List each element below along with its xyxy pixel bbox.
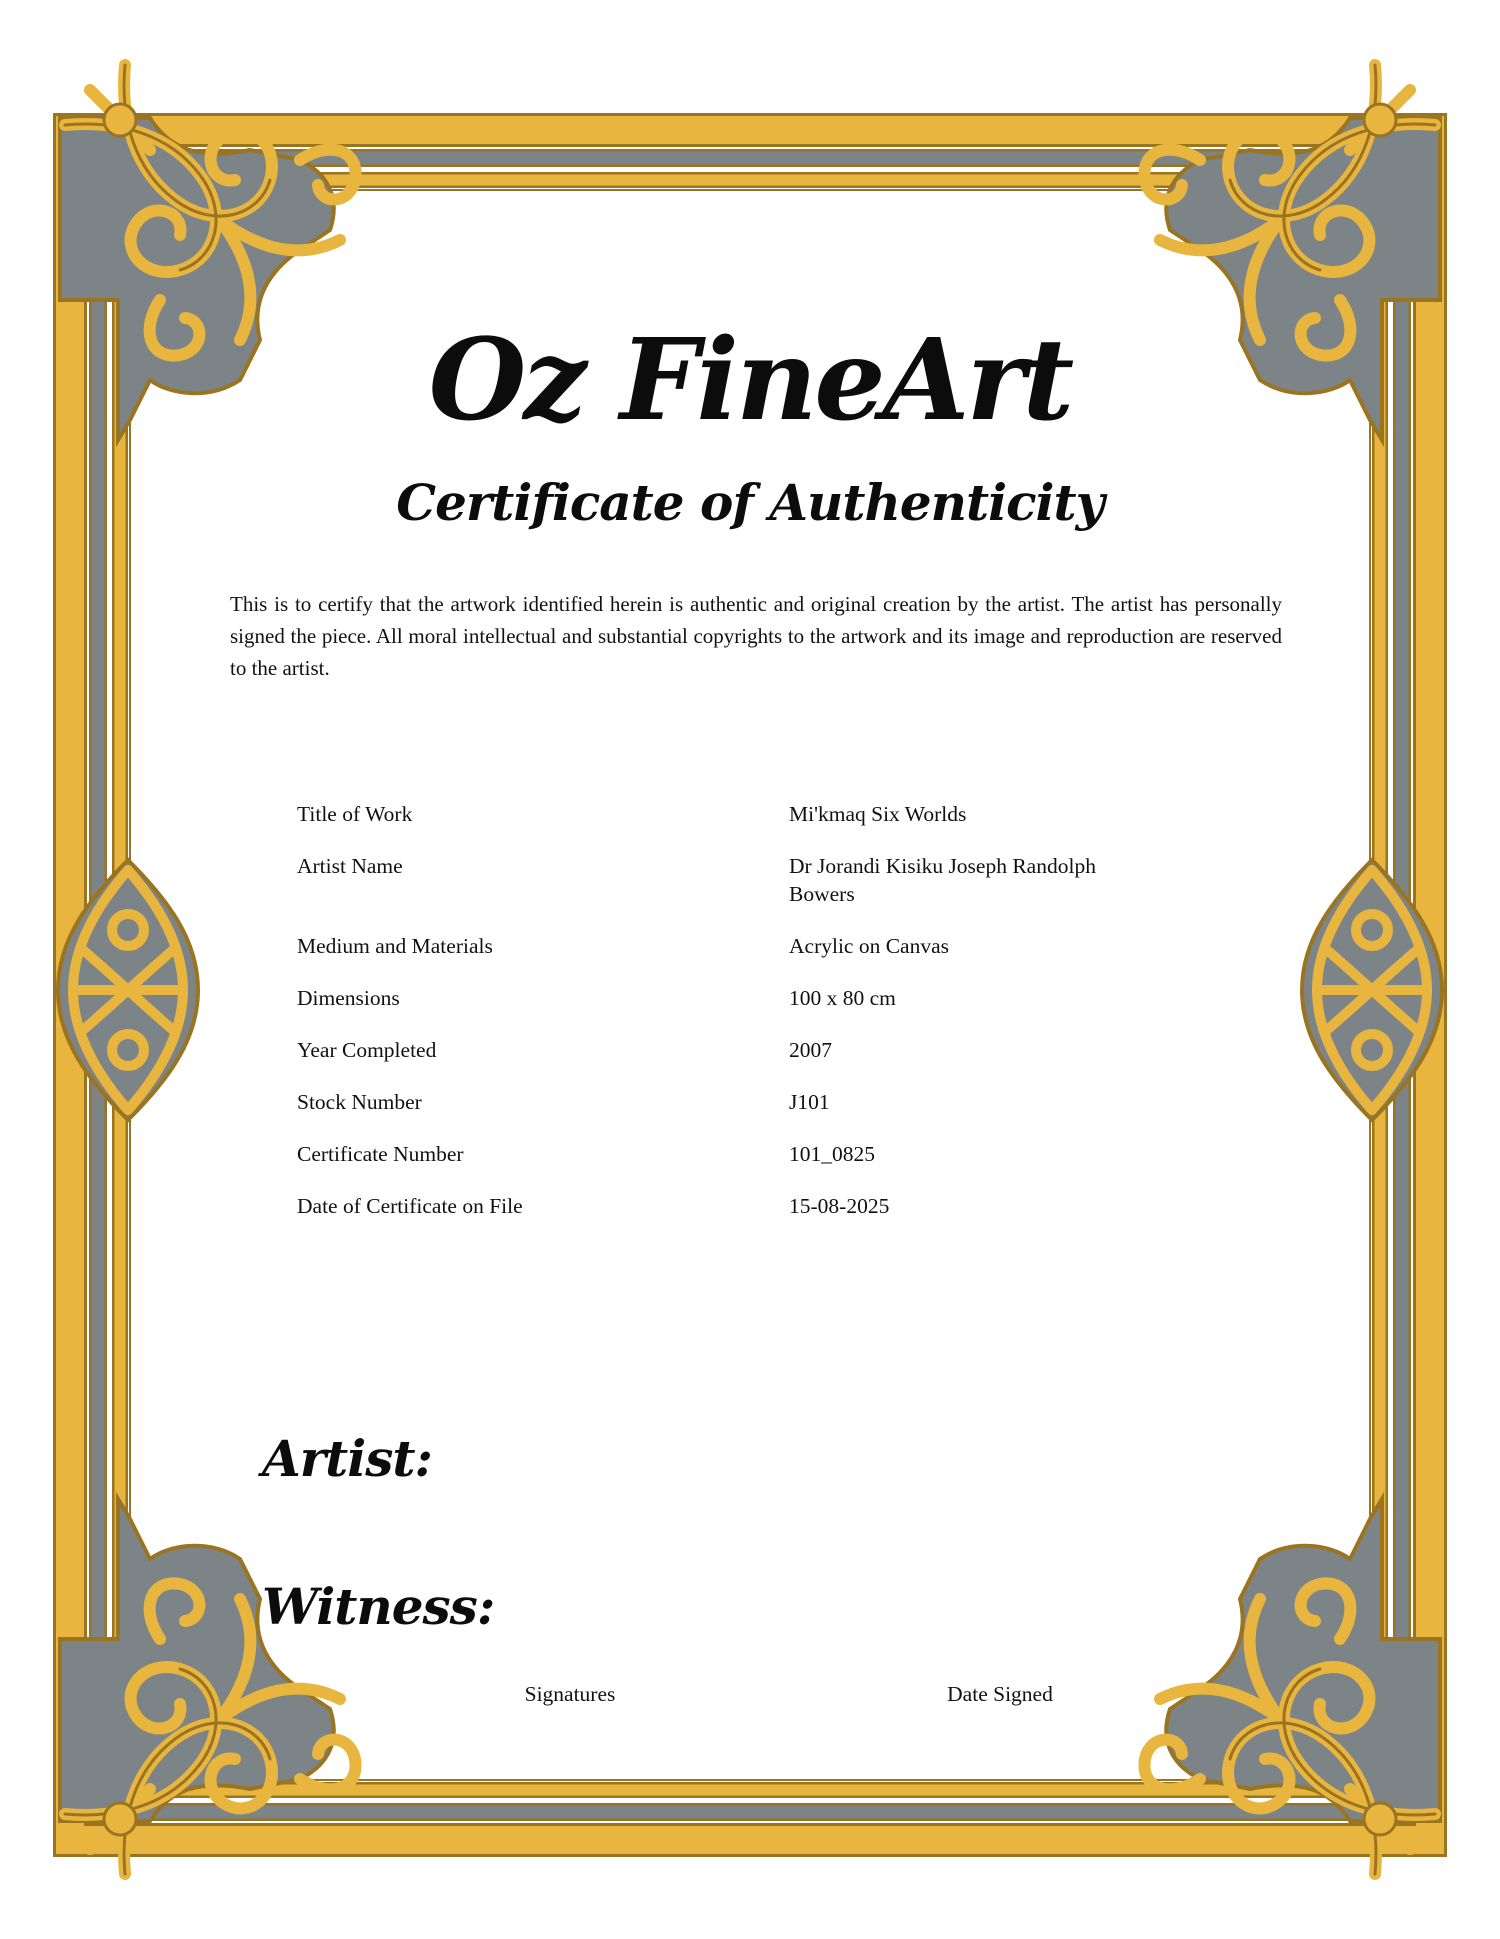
- artwork-details: [297, 800, 1197, 1244]
- detail-label: Dimensions: [297, 986, 400, 1010]
- detail-label: Certificate Number: [297, 1142, 464, 1166]
- detail-value: Mi'kmaq Six Worlds: [789, 802, 967, 826]
- detail-label: Artist Name: [297, 854, 403, 878]
- detail-label: Date of Certificate on File: [297, 1194, 523, 1218]
- detail-value: Dr Jorandi Kisiku Joseph Randolph Bowers: [789, 854, 1096, 906]
- certification-statement: This is to certify that the artwork identified herein is authentic and original creation by the artist. The artist has personally signed the piece. All moral intellectual and substantial copyrights to the artwork and its image and reproduction are reserved to the artist.: [230, 592, 1282, 680]
- detail-row: [297, 984, 1197, 1012]
- detail-label: Year Completed: [297, 1038, 437, 1062]
- detail-label: Title of Work: [297, 802, 413, 826]
- detail-value: Acrylic on Canvas: [789, 934, 950, 958]
- brand-title: Oz FineArt: [428, 315, 1072, 446]
- detail-value: 100 x 80 cm: [789, 986, 896, 1010]
- detail-row: [297, 1140, 1197, 1168]
- detail-value: 101_0825: [789, 1142, 875, 1166]
- signatures-caption: Signatures: [524, 1682, 616, 1706]
- detail-row: [297, 852, 1197, 908]
- detail-value: J101: [789, 1090, 830, 1114]
- detail-label: Medium and Materials: [297, 934, 493, 958]
- detail-row: [297, 800, 1197, 828]
- date-signed-caption: Date Signed: [947, 1682, 1053, 1706]
- certificate-title: Certificate of Authenticity: [396, 473, 1104, 532]
- detail-row: [297, 1192, 1197, 1220]
- artist-signature-label: Artist:: [262, 1429, 432, 1488]
- detail-row: [297, 1036, 1197, 1064]
- detail-row: [297, 932, 1197, 960]
- detail-row: [297, 1088, 1197, 1116]
- detail-value: 15-08-2025: [789, 1194, 890, 1218]
- witness-signature-label: Witness:: [262, 1577, 495, 1636]
- detail-label: Stock Number: [297, 1090, 422, 1114]
- detail-value: 2007: [789, 1038, 832, 1062]
